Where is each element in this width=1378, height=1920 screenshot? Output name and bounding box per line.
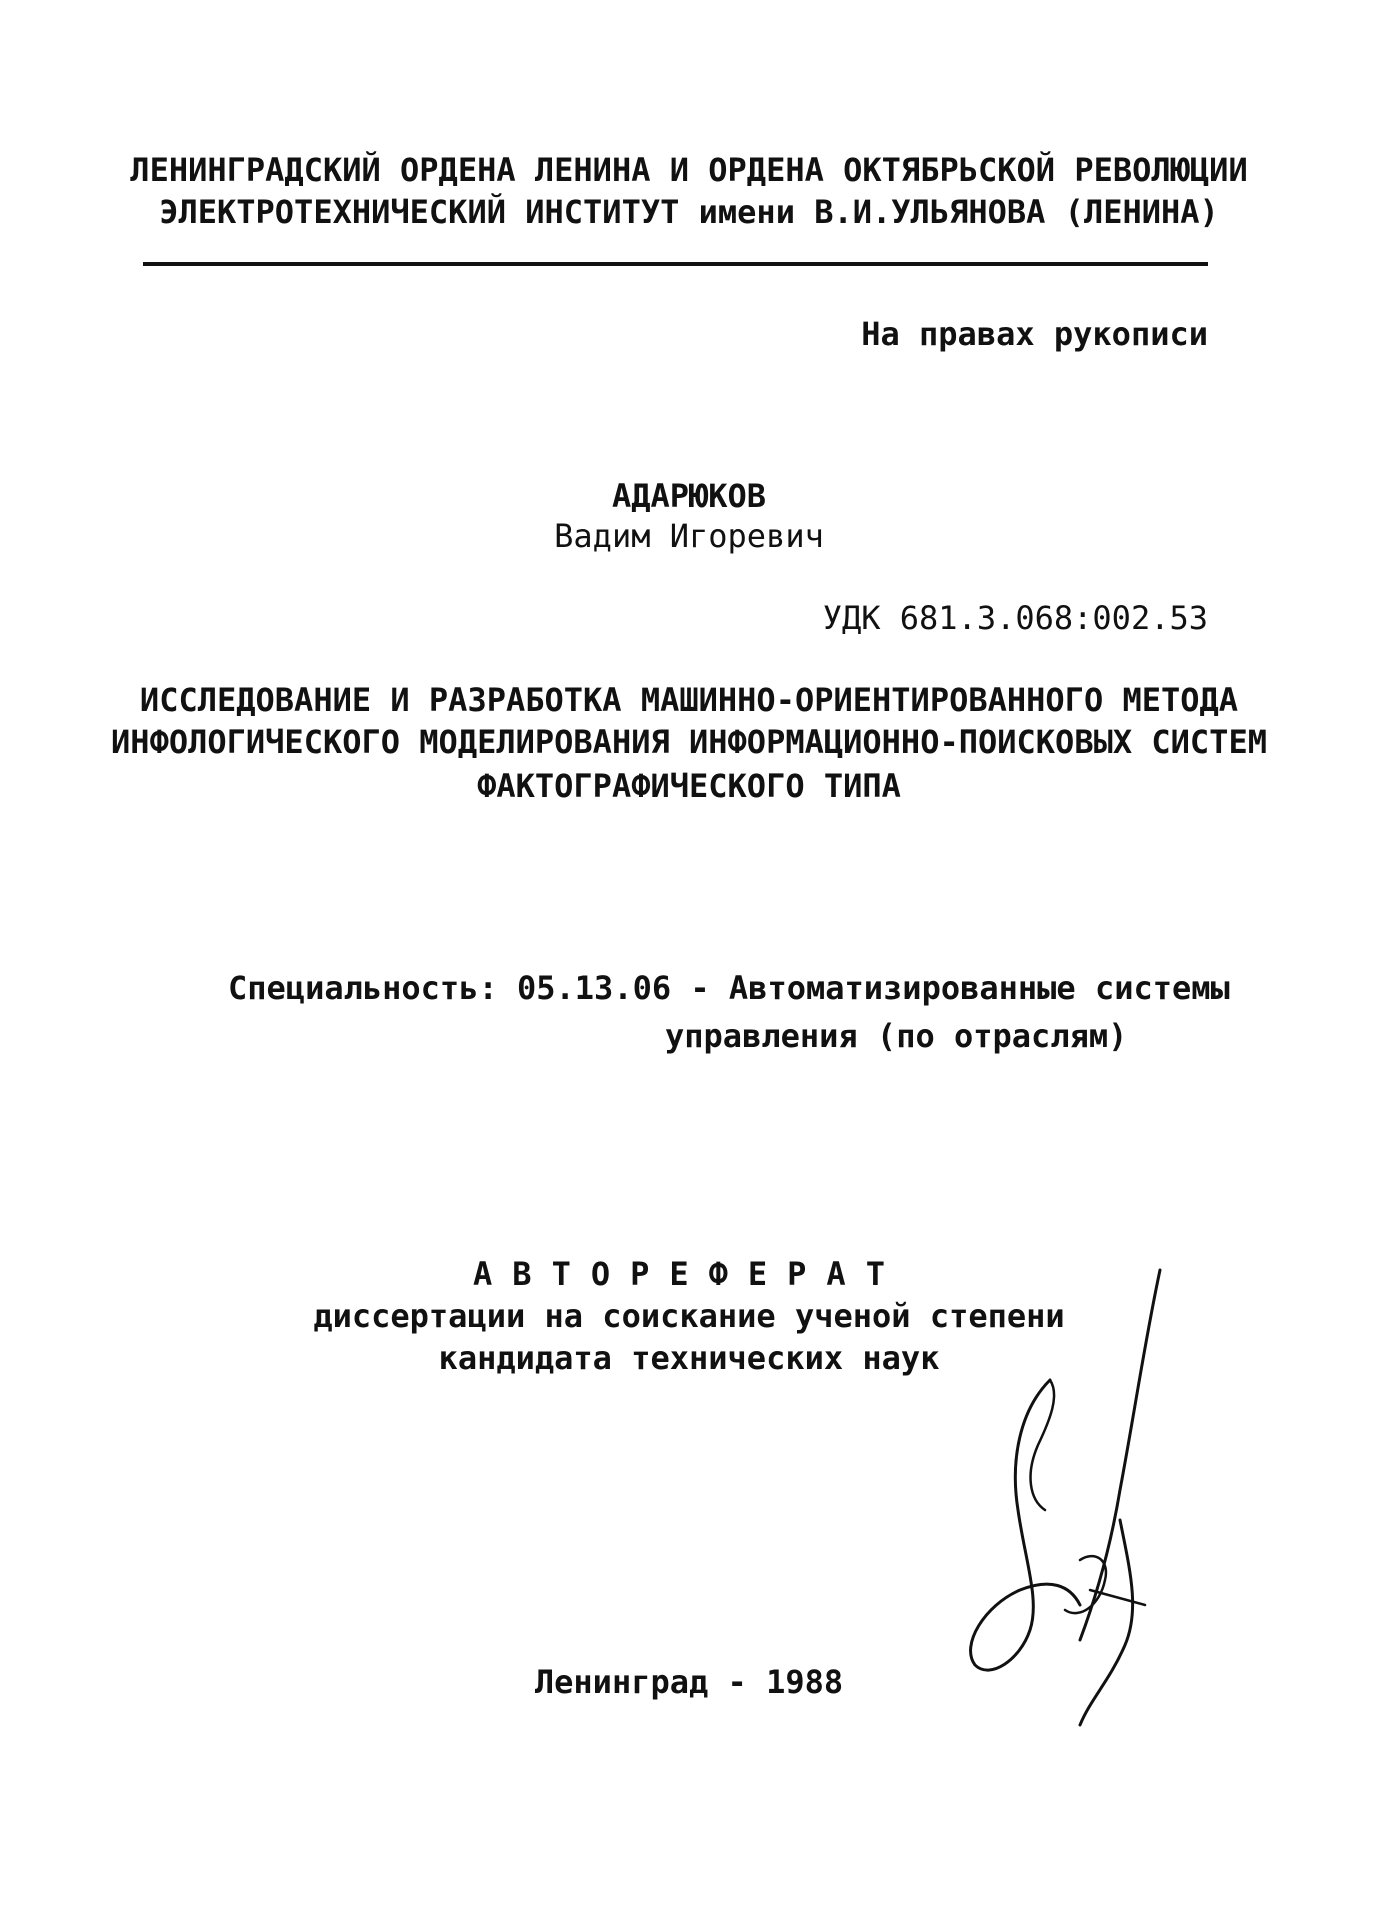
- author-surname: АДАРЮКОВ: [611, 477, 767, 515]
- place-year: Ленинград - 1988: [534, 1663, 844, 1701]
- abstract-heading: АВТОРЕФЕРАТ: [473, 1255, 905, 1293]
- title-line-1: ИССЛЕДОВАНИЕ И РАЗРАБОТКА МАШИННО-ОРИЕНТИРОВАННОГО МЕТОДА: [139, 681, 1239, 719]
- institute-line-2: ЭЛЕКТРОТЕХНИЧЕСКИЙ ИНСТИТУТ имени В.И.УЛЬЯНОВА (ЛЕНИНА): [159, 193, 1219, 231]
- institute-line-1: ЛЕНИНГРАДСКИЙ ОРДЕНА ЛЕНИНА И ОРДЕНА ОКТЯБРЬСКОЙ РЕВОЛЮЦИИ: [130, 151, 1248, 189]
- specialty-line-1: Специальность: 05.13.06 - Автоматизированные системы: [228, 969, 1230, 1007]
- handwritten-signature: [930, 1260, 1170, 1730]
- specialty-line-2: управления (по отраслям): [665, 1017, 1128, 1055]
- manuscript-note: На правах рукописи: [861, 315, 1208, 353]
- title-line-3: ФАКТОГРАФИЧЕСКОГО ТИПА: [477, 767, 901, 805]
- author-name: Вадим Игоревич: [554, 517, 824, 555]
- udc-code: УДК 681.3.068:002.53: [822, 599, 1208, 637]
- header-divider: [143, 262, 1208, 266]
- title-line-2: ИНФОЛОГИЧЕСКОГО МОДЕЛИРОВАНИЯ ИНФОРМАЦИОННО-ПОИСКОВЫХ СИСТЕМ: [111, 723, 1267, 761]
- abstract-line-1: диссертации на соискание ученой степени: [313, 1297, 1065, 1335]
- abstract-line-2: кандидата технических наук: [438, 1339, 940, 1377]
